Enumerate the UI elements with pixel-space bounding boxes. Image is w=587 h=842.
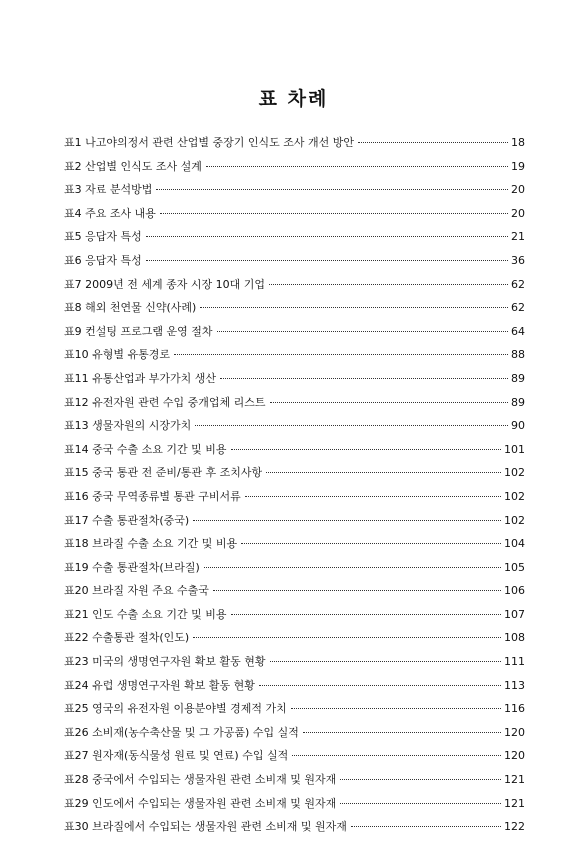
toc-entry[interactable] (64, 346, 525, 370)
toc-entry-label: 표27 (64, 749, 89, 763)
toc-entry-label: 표1 (64, 136, 82, 149)
toc-entry[interactable] (64, 653, 525, 677)
toc-entry-page-number: 108 (504, 631, 525, 645)
toc-entry-label: 표6 (64, 253, 82, 267)
toc-entry-title: 자료 분석방법 (85, 183, 153, 197)
page-title: 표 차례 (258, 88, 329, 110)
toc-entry-label: 표24 (64, 678, 89, 692)
toc-entry[interactable] (64, 441, 525, 465)
dot-leader (358, 142, 508, 143)
toc-entry-page-number: 102 (504, 466, 525, 480)
toc-entry-title: 중국 통관 전 준비/통관 후 조치사항 (92, 466, 263, 480)
toc-entry[interactable] (64, 677, 525, 701)
toc-entry[interactable] (64, 512, 525, 536)
dot-leader (241, 543, 501, 544)
toc-entry[interactable] (64, 535, 525, 559)
dot-leader (245, 496, 501, 497)
toc-entry-label: 표21 (64, 607, 89, 621)
toc-entry[interactable] (64, 582, 525, 606)
toc-entry-title: 브라질 수출 소요 기간 및 비용 (92, 537, 238, 551)
dot-leader (193, 520, 501, 521)
toc-entry-label: 표18 (64, 537, 89, 551)
dot-leader (340, 803, 501, 804)
toc-entry[interactable] (64, 795, 525, 819)
toc-entry[interactable] (64, 394, 525, 418)
toc-entry-label: 표26 (64, 725, 89, 739)
toc-entry-page-number: 102 (504, 513, 525, 527)
dot-leader (292, 755, 501, 756)
toc-entry-label: 표16 (64, 489, 89, 503)
toc-entry-page-number: 111 (504, 655, 525, 669)
toc-entry-title: 응답자 특성 (85, 230, 142, 244)
dot-leader (146, 260, 508, 261)
dot-leader (270, 661, 501, 662)
toc-entry-label: 표25 (64, 702, 89, 716)
toc-entry-page-number: 120 (504, 725, 525, 739)
toc-entry-label: 표15 (64, 466, 89, 480)
toc-entry-title: 주요 조사 내용 (85, 206, 156, 220)
toc-entry-title: 수출통관 절차(인도) (92, 631, 190, 645)
toc-entry[interactable] (64, 818, 525, 842)
toc-entry[interactable] (64, 700, 525, 724)
toc-entry[interactable] (64, 252, 525, 276)
toc-entry-page-number: 88 (511, 348, 525, 362)
toc-entry-label: 표7 (64, 277, 82, 291)
toc-entry[interactable] (64, 488, 525, 512)
toc-entry-page-number: 105 (504, 560, 525, 574)
dot-leader (156, 189, 508, 190)
toc-entry-title: 나고야의정서 관련 산업별 중장기 인식도 조사 개선 방안 (85, 136, 354, 149)
dot-leader (231, 449, 502, 450)
toc-entry-label: 표10 (64, 348, 89, 362)
toc-entry-label: 표11 (64, 371, 89, 385)
toc-entry-title: 브라질 자원 주요 수출국 (92, 584, 209, 598)
toc-entry-label: 표12 (64, 395, 89, 409)
toc-entry-page-number: 20 (511, 206, 525, 220)
toc-entry-title: 수출 통관절차(중국) (92, 513, 190, 527)
dot-leader (206, 166, 508, 167)
toc-entry-title: 산업별 인식도 조사 설계 (85, 159, 202, 173)
dot-leader (303, 732, 501, 733)
toc-entry-page-number: 21 (511, 230, 525, 244)
dot-leader (204, 567, 501, 568)
toc-entry-page-number: 122 (504, 820, 525, 834)
toc-entry-page-number: 121 (504, 773, 525, 787)
dot-leader (266, 472, 501, 473)
toc-entry-title: 소비재(농수축산물 및 그 가공품) 수입 실적 (92, 725, 299, 739)
dot-leader (213, 590, 501, 591)
toc-entry-title: 유형별 유통경로 (92, 348, 171, 362)
toc-entry-page-number: 107 (504, 607, 525, 621)
toc-entry-title: 브라질에서 수입되는 생물자원 관련 소비재 및 원자재 (92, 820, 347, 834)
toc-entry[interactable] (64, 134, 525, 158)
toc-entry-page-number: 62 (511, 277, 525, 291)
toc-entry-title: 유통산업과 부가가치 생산 (92, 371, 217, 385)
toc-entry-label: 표29 (64, 796, 89, 810)
toc-entry-label: 표8 (64, 301, 82, 315)
toc-entry-page-number: 102 (504, 489, 525, 503)
dot-leader (193, 637, 501, 638)
toc-entry-title: 컨설팅 프로그램 운영 절차 (85, 324, 213, 338)
toc-entry[interactable] (64, 629, 525, 653)
toc-entry-label: 표2 (64, 159, 82, 173)
toc-entry-title: 영국의 유전자원 이용분야별 경제적 가치 (92, 702, 287, 716)
toc-entry-title: 유럽 생명연구자원 확보 활동 현황 (92, 678, 255, 692)
toc-entry-page-number: 113 (504, 678, 525, 692)
toc-entry-title: 중국 무역종류별 통관 구비서류 (92, 489, 241, 503)
toc-entry-page-number: 90 (511, 419, 525, 433)
toc-entry-label: 표30 (64, 820, 89, 834)
toc-entry[interactable] (64, 205, 525, 229)
toc-entry-title: 해외 천연물 신약(사례) (85, 301, 197, 315)
toc-entry-page-number: 36 (511, 253, 525, 267)
dot-leader (195, 425, 508, 426)
toc-entry-page-number: 89 (511, 395, 525, 409)
dot-leader (174, 354, 508, 355)
toc-entry[interactable] (64, 276, 525, 300)
toc-entry[interactable] (64, 771, 525, 795)
toc-entry[interactable] (64, 370, 525, 394)
toc-entry-label: 표14 (64, 442, 89, 456)
toc-entry-title: 2009년 전 세계 종자 시장 10대 기업 (85, 277, 265, 291)
dot-leader (200, 307, 508, 308)
dot-leader (270, 402, 508, 403)
toc-entry-page-number: 89 (511, 371, 525, 385)
toc-entry-title: 중국에서 수입되는 생물자원 관련 소비재 및 원자재 (92, 773, 337, 787)
toc-entry-page-number: 62 (511, 301, 525, 315)
toc-entry-title: 수출 통관절차(브라질) (92, 560, 200, 574)
table-of-tables-list (64, 134, 525, 842)
toc-entry-title: 중국 수출 소요 기간 및 비용 (92, 442, 227, 456)
toc-entry-title: 미국의 생명연구자원 확보 활동 현황 (92, 655, 266, 669)
toc-entry-page-number: 106 (504, 584, 525, 598)
toc-entry-title: 생물자원의 시장가치 (92, 419, 192, 433)
toc-entry[interactable] (64, 724, 525, 748)
toc-entry-title: 유전자원 관련 수입 중개업체 리스트 (92, 395, 266, 409)
toc-entry-title: 인도 수출 소요 기간 및 비용 (92, 607, 227, 621)
toc-entry[interactable] (64, 417, 525, 441)
dot-leader (217, 331, 509, 332)
toc-entry-label: 표13 (64, 419, 89, 433)
toc-entry-label: 표23 (64, 655, 89, 669)
dot-leader (291, 708, 501, 709)
dot-leader (269, 284, 508, 285)
toc-entry-page-number: 20 (511, 183, 525, 197)
toc-entry-page-number: 101 (504, 442, 525, 456)
toc-entry[interactable] (64, 747, 525, 771)
toc-entry-label: 표4 (64, 206, 82, 220)
toc-entry-page-number: 116 (504, 702, 525, 716)
dot-leader (231, 614, 502, 615)
toc-entry-page-number: 64 (511, 324, 525, 338)
toc-entry-page-number: 19 (511, 159, 525, 173)
toc-entry-label: 표20 (64, 584, 89, 598)
toc-entry[interactable] (64, 158, 525, 182)
toc-entry-title: 원자재(동식물성 원료 및 연료) 수입 실적 (92, 749, 289, 763)
dot-leader (351, 826, 501, 827)
toc-entry-label: 표17 (64, 513, 89, 527)
toc-entry[interactable] (64, 606, 525, 630)
toc-entry-page-number: 104 (504, 537, 525, 551)
toc-entry[interactable] (64, 228, 525, 252)
dot-leader (146, 236, 508, 237)
toc-entry-page-number: 120 (504, 749, 525, 763)
toc-entry-label: 표28 (64, 773, 89, 787)
dot-leader (220, 378, 508, 379)
toc-entry-label: 표19 (64, 560, 89, 574)
toc-entry-label: 표9 (64, 324, 82, 338)
toc-entry-page-number: 121 (504, 796, 525, 810)
toc-entry-label: 표5 (64, 230, 82, 244)
dot-leader (160, 213, 508, 214)
toc-entry[interactable] (64, 299, 525, 323)
dot-leader (259, 685, 501, 686)
toc-entry[interactable] (64, 559, 525, 583)
dot-leader (340, 779, 501, 780)
toc-entry[interactable] (64, 181, 525, 205)
toc-entry-label: 표3 (64, 183, 82, 197)
toc-entry-title: 응답자 특성 (85, 253, 142, 267)
toc-entry-page-number: 18 (511, 136, 525, 149)
toc-entry[interactable] (64, 323, 525, 347)
toc-entry-title: 인도에서 수입되는 생물자원 관련 소비재 및 원자재 (92, 796, 337, 810)
toc-entry-label: 표22 (64, 631, 89, 645)
toc-entry[interactable] (64, 464, 525, 488)
